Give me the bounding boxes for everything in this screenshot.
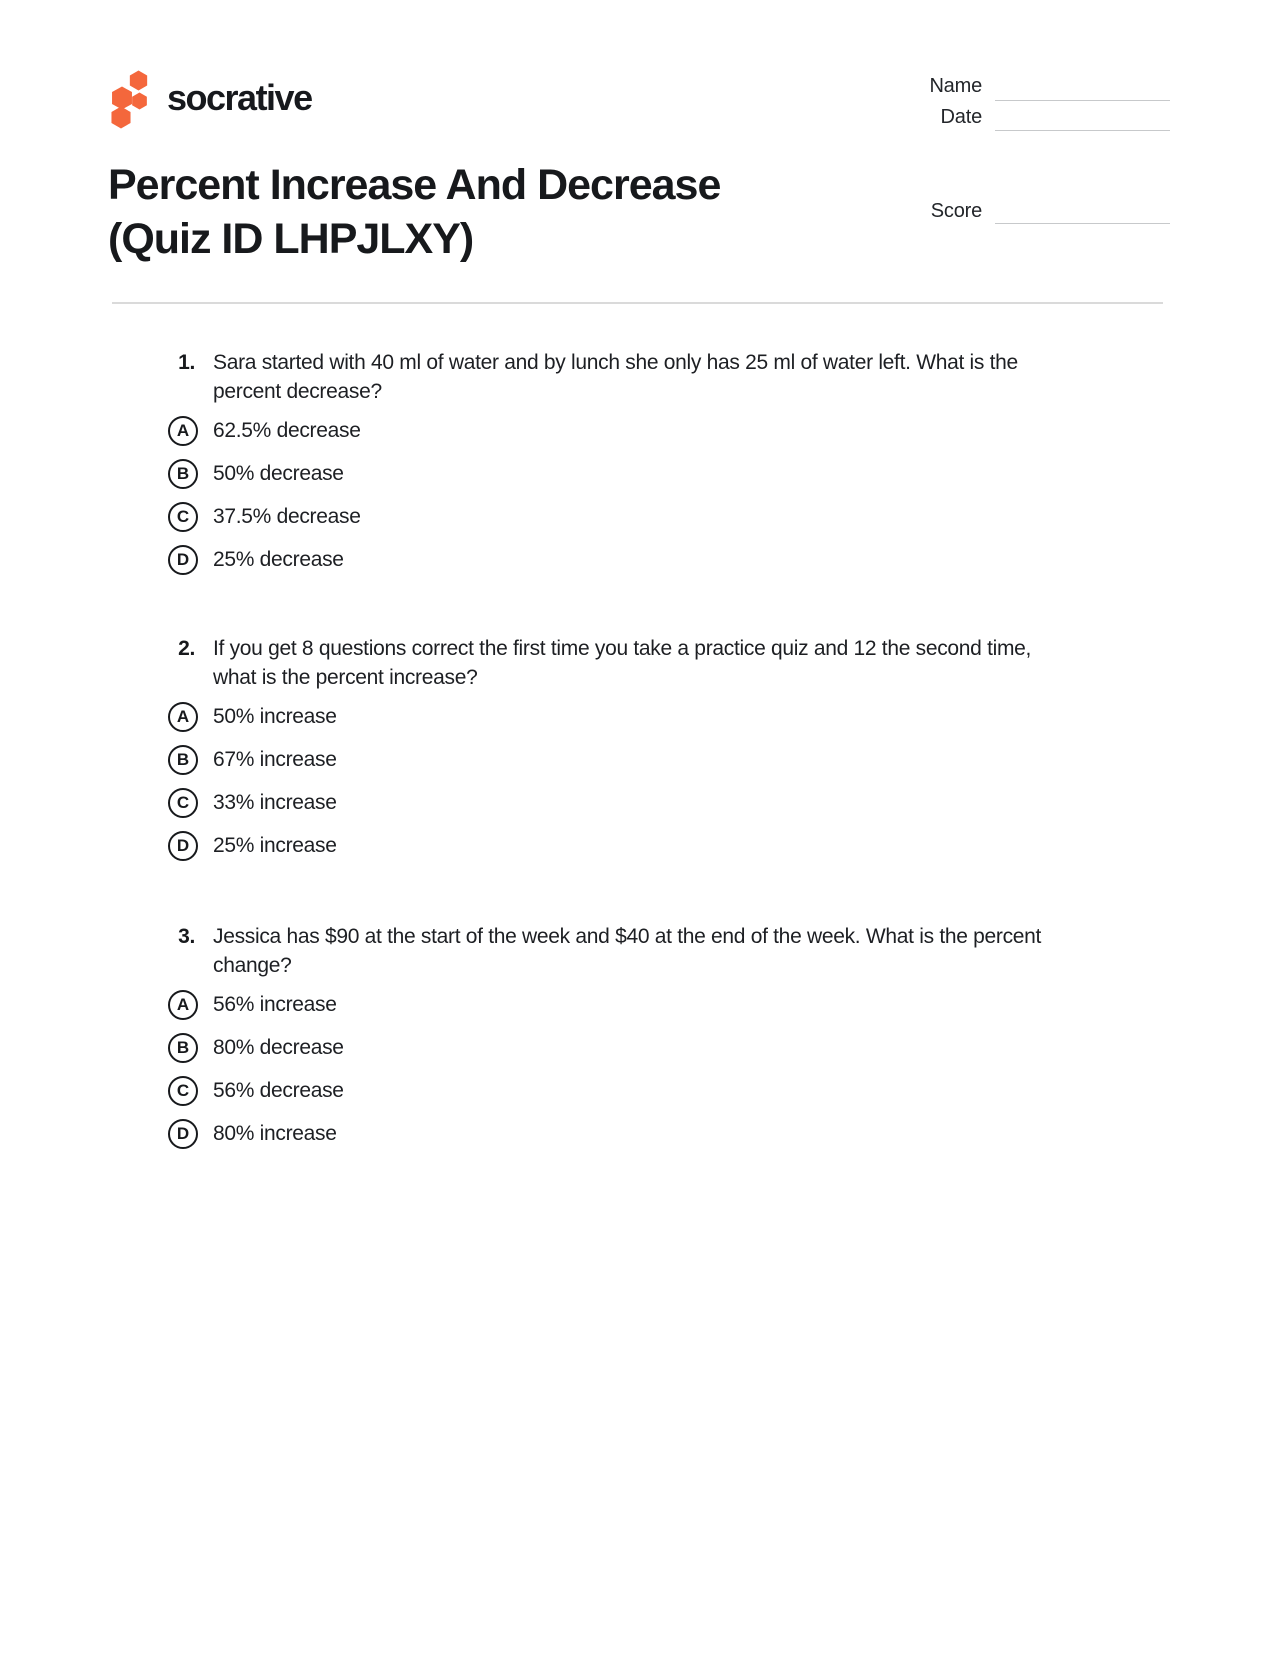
option-c	[150, 1076, 1150, 1106]
socrative-wordmark: socrative	[167, 77, 312, 118]
question-text-line: percent decrease?	[213, 380, 382, 403]
options-list	[150, 416, 1150, 575]
option-text: 56% increase	[213, 993, 337, 1016]
question-text-line: change?	[213, 954, 292, 977]
option-text: 25% increase	[213, 834, 337, 857]
question-number: 2.	[178, 637, 195, 660]
option-text: 33% increase	[213, 791, 337, 814]
option-d	[150, 1119, 1150, 1149]
quiz-title	[108, 158, 720, 266]
score-label: Score	[930, 200, 982, 222]
date-blank-line	[995, 130, 1170, 131]
option-c	[150, 788, 1150, 818]
option-text: 80% decrease	[213, 1036, 344, 1059]
socrative-hexagons-icon	[104, 66, 156, 130]
option-letter-circle: B	[168, 1033, 198, 1063]
option-text: 25% decrease	[213, 548, 344, 571]
option-letter-circle: A	[168, 990, 198, 1020]
question-text-line: Jessica has $90 at the start of the week and $40 at the end of the week. What is the percent	[213, 925, 1042, 948]
option-letter-circle: C	[168, 788, 198, 818]
name-label: Name	[929, 75, 982, 97]
question-text-line: what is the percent increase?	[213, 666, 478, 689]
option-d	[150, 831, 1150, 861]
quiz-title-line1: Percent Increase And Decrease	[108, 161, 721, 209]
quiz-title-line2: (Quiz ID LHPJLXY)	[108, 215, 474, 263]
question-text-line: Sara started with 40 ml of water and by lunch she only has 25 ml of water left. What is the	[213, 351, 1018, 374]
option-d	[150, 545, 1150, 575]
option-b	[150, 745, 1150, 775]
header-divider	[112, 302, 1163, 304]
options-list	[150, 990, 1150, 1149]
options-list	[150, 702, 1150, 861]
option-a	[150, 416, 1150, 446]
option-text: 50% increase	[213, 705, 337, 728]
question-3	[150, 922, 1150, 1162]
option-letter-circle: A	[168, 416, 198, 446]
question-2	[150, 634, 1150, 874]
score-blank-line	[995, 223, 1170, 224]
option-letter-circle: D	[168, 545, 198, 575]
question-1	[150, 348, 1150, 588]
option-letter-circle: C	[168, 1076, 198, 1106]
option-letter-circle: B	[168, 745, 198, 775]
option-c	[150, 502, 1150, 532]
option-text: 80% increase	[213, 1122, 337, 1145]
option-a	[150, 990, 1150, 1020]
option-a	[150, 702, 1150, 732]
option-text: 67% increase	[213, 748, 337, 771]
date-label: Date	[940, 106, 982, 128]
option-text: 37.5% decrease	[213, 505, 361, 528]
option-letter-circle: A	[168, 702, 198, 732]
option-text: 50% decrease	[213, 462, 344, 485]
option-b	[150, 459, 1150, 489]
option-b	[150, 1033, 1150, 1063]
option-letter-circle: C	[168, 502, 198, 532]
option-letter-circle: B	[168, 459, 198, 489]
name-blank-line	[995, 100, 1170, 101]
option-letter-circle: D	[168, 1119, 198, 1149]
option-text: 62.5% decrease	[213, 419, 361, 442]
question-number: 3.	[178, 925, 195, 948]
socrative-logo	[104, 66, 312, 130]
question-text-line: If you get 8 questions correct the first time you take a practice quiz and 12 the second time,	[213, 637, 1032, 660]
option-text: 56% decrease	[213, 1079, 344, 1102]
option-letter-circle: D	[168, 831, 198, 861]
question-number: 1.	[178, 351, 195, 374]
